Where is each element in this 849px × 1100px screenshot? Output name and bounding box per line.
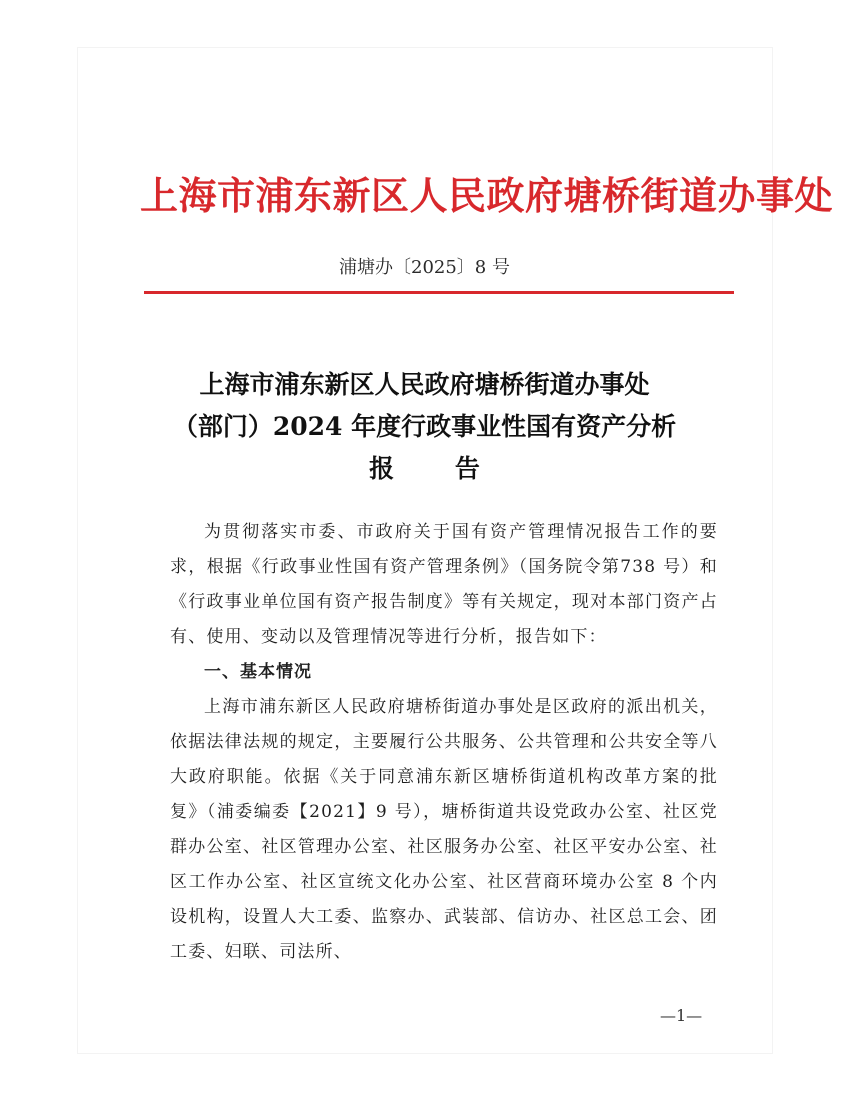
- report-title-line-2: （部门）2024 年度行政事业性国有资产分析: [172, 412, 677, 441]
- report-title: [100, 364, 749, 490]
- report-title-line-3: 报 告: [369, 454, 506, 483]
- page-number: —1—: [660, 1006, 703, 1025]
- section-heading-basic-info: 一、基本情况: [204, 662, 312, 682]
- report-title-line-1: 上海市浦东新区人民政府塘桥街道办事处: [199, 370, 650, 399]
- report-body: [170, 515, 718, 970]
- issuer-header: 上海市浦东新区人民政府塘桥街道办事处: [140, 173, 834, 218]
- basic-info-paragraph: 上海市浦东新区人民政府塘桥街道办事处是区政府的派出机关，依据法律法规的规定，主要履行公共服务、公共管理和公共安全等八大政府职能。依据《关于同意浦东新区塘桥街道机构改革方案的批复》（浦委编委【2021】9 号），塘桥街道共设党政办公室、社区党群办公室、社区管理办公室、社区服务办公室、社区平安办公室、社区工作办公室、社区宣统文化办公室、社区营商环境办公室 8 个内设机构，设置人大工委、监察办、武装部、信访办、社区总工会、团工委、妇联、司法所、: [170, 697, 718, 962]
- document-number: 浦塘办〔2025〕8 号: [339, 257, 510, 278]
- intro-paragraph: 为贯彻落实市委、市政府关于国有资产管理情况报告工作的要求，根据《行政事业性国有资产管理条例》（国务院令第738 号）和《行政事业单位国有资产报告制度》等有关规定，现对本部门资产占有、使用、变动以及管理情况等进行分析，报告如下：: [170, 522, 718, 647]
- red-divider-line: [144, 291, 734, 294]
